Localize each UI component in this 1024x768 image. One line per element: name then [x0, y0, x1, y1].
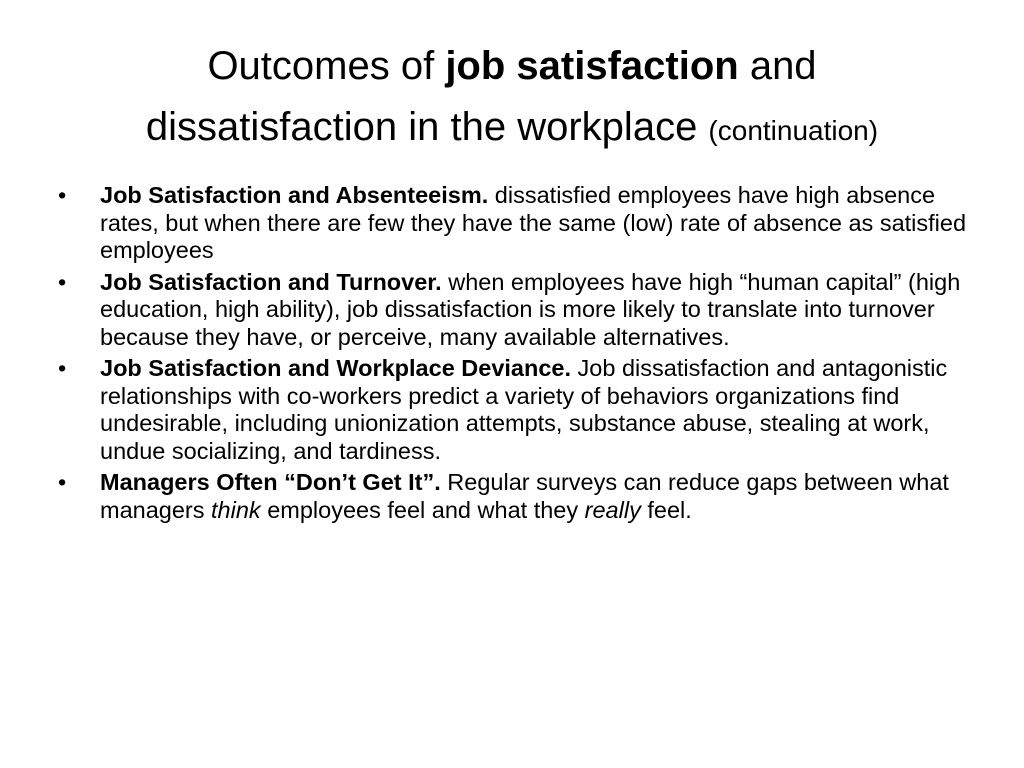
title-continuation: (continuation)	[708, 115, 879, 146]
bullet-marker: •	[58, 469, 67, 495]
bullet-text: Regular surveys can reduce gaps between what managers	[100, 469, 949, 523]
bullet-heading: Job Satisfaction and Turnover.	[100, 268, 442, 295]
title-bold-phrase: job satisfaction	[445, 44, 739, 88]
title-part-1: Outcomes of	[207, 44, 446, 88]
bullet-marker: •	[58, 268, 67, 295]
bullet-list	[56, 182, 976, 528]
bullet-item-absenteeism	[56, 182, 976, 265]
bullet-text: when employees have high “human capital” (high education, high ability), job dissatisfaction is more likely to translate into turnover because they have, or perceive, many available alternatives.	[100, 268, 961, 350]
bullet-heading: Managers Often “Don’t Get It”.	[100, 469, 441, 495]
bullet-heading: Job Satisfaction and Absenteeism.	[100, 182, 489, 208]
bullet-item-turnover	[56, 269, 976, 352]
slide-title	[40, 36, 984, 161]
bullet-marker: •	[58, 182, 67, 208]
title-part-2: and	[738, 44, 817, 88]
bullet-item-managers	[56, 469, 976, 524]
bullet-text: Job dissatisfaction and antagonistic relationships with co-workers predict a variety of behaviors organizations find undesirable, including unionization attempts, substance abuse, stealing at work, undue socializing, and tardiness.	[100, 355, 948, 464]
bullet-heading: Job Satisfaction and Workplace Deviance.	[100, 355, 572, 381]
bullet-marker: •	[58, 355, 67, 381]
bullet-text: employees feel and what they	[260, 496, 585, 523]
bullet-emphasis-think: think	[211, 496, 261, 523]
bullet-emphasis-really: really	[584, 496, 641, 523]
bullet-text: feel.	[640, 496, 692, 523]
title-line-2: dissatisfaction in the workplace	[145, 105, 709, 149]
bullet-text: dissatisfied employees have high absence rates, but when there are few they have the same (low) rate of absence as satisfied employees	[100, 182, 967, 263]
bullet-item-deviance	[56, 355, 976, 465]
